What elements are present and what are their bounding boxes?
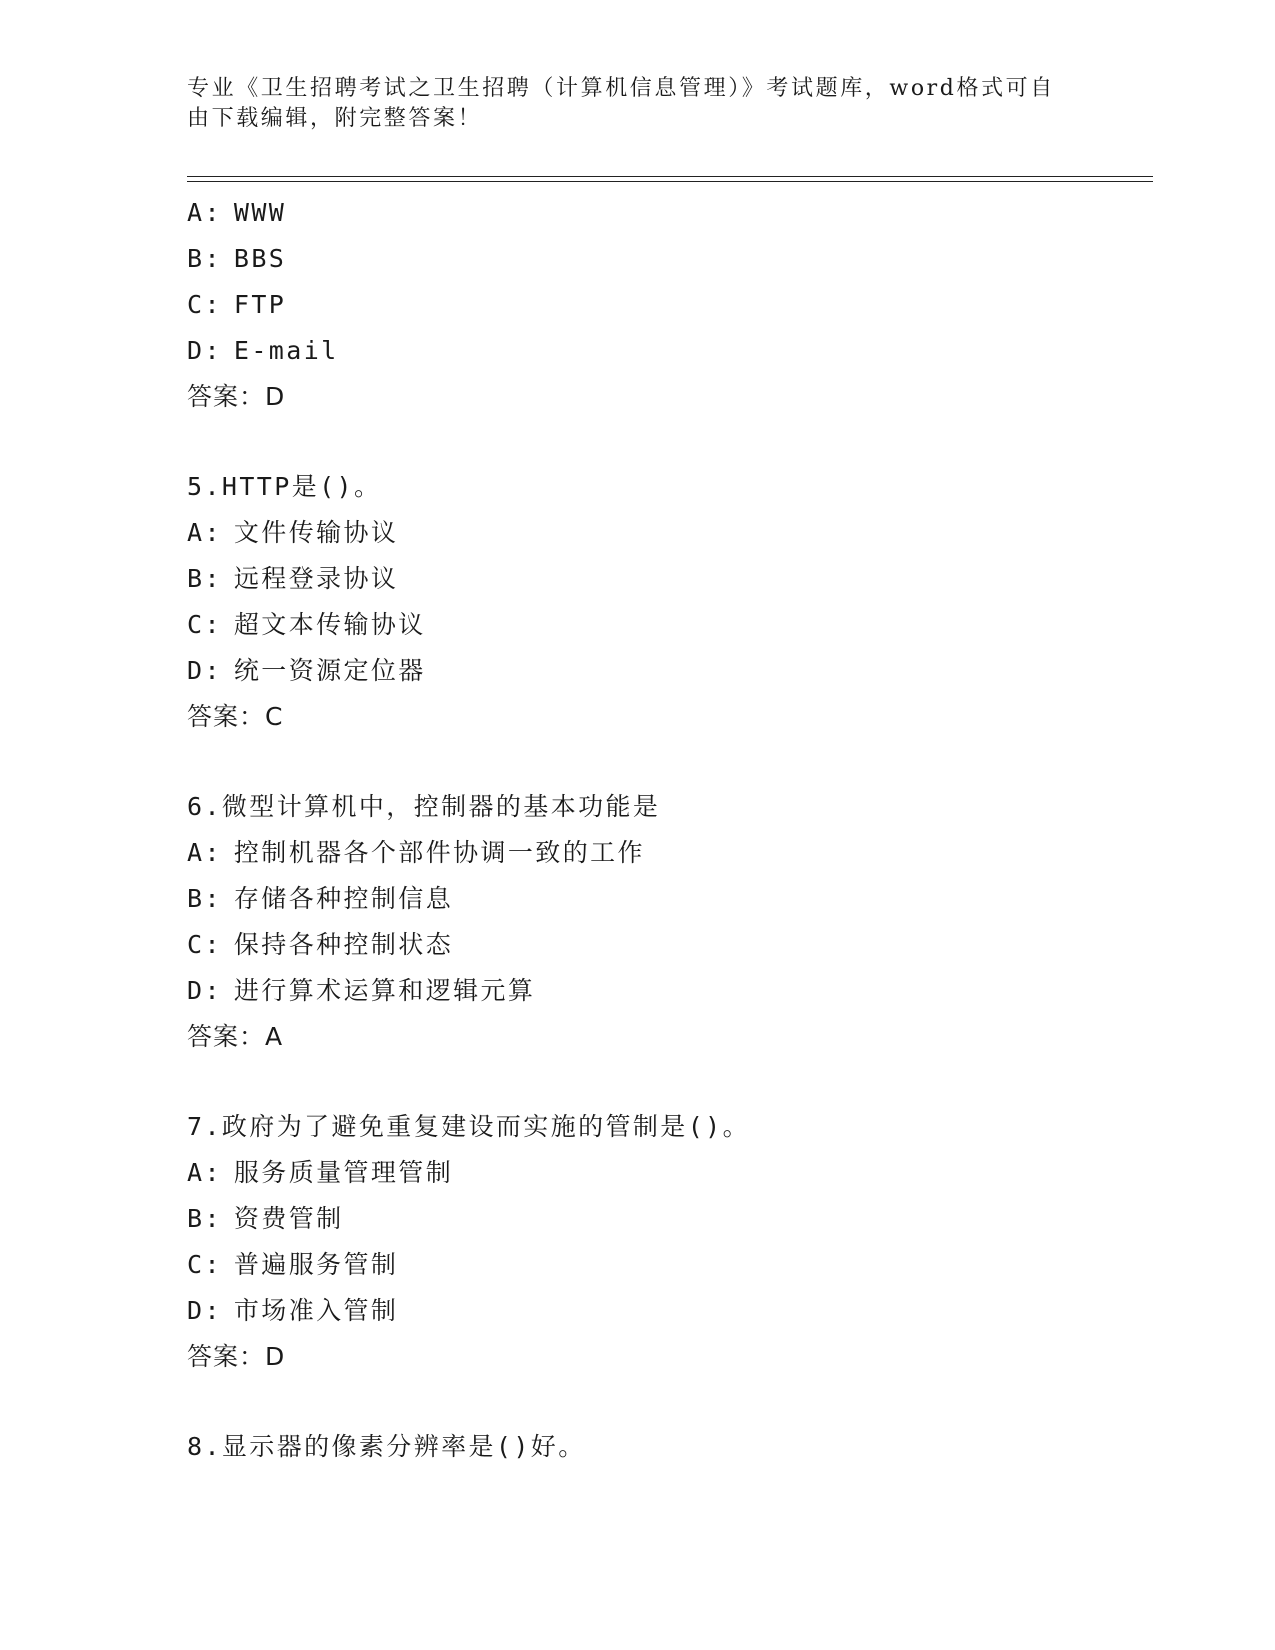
option-a (187, 1150, 1147, 1196)
question-text: 6.微型计算机中，控制器的基本功能是 (187, 792, 661, 821)
answer-line: 答案：D (187, 382, 286, 411)
option-text: FTP (233, 290, 287, 319)
option-c (187, 602, 1147, 648)
option-text: 超文本传输协议 (233, 610, 426, 639)
option-text: E-mail (233, 336, 339, 365)
option-a (187, 510, 1147, 556)
question-block (187, 784, 1147, 1060)
question-text: 7.政府为了避免重复建设而实施的管制是()。 (187, 1112, 751, 1141)
option-key: A: (187, 838, 222, 867)
option-text: 进行算术运算和逻辑元算 (233, 976, 536, 1005)
option-key: D: (187, 656, 222, 685)
option-text: 统一资源定位器 (233, 656, 426, 685)
option-text: 资费管制 (233, 1204, 344, 1233)
option-d (187, 1288, 1147, 1334)
option-key: B: (187, 564, 222, 593)
option-key: D: (187, 1296, 222, 1325)
question-text: 8.显示器的像素分辨率是()好。 (187, 1432, 586, 1461)
option-text: 保持各种控制状态 (233, 930, 454, 959)
option-key: A: (187, 1158, 222, 1187)
option-key: B: (187, 884, 222, 913)
option-text: 市场准入管制 (233, 1296, 399, 1325)
option-text: BBS (233, 244, 287, 273)
option-d (187, 648, 1147, 694)
option-text: WWW (233, 198, 287, 227)
document-header (187, 74, 1087, 134)
option-text: 服务质量管理管制 (233, 1158, 454, 1187)
option-c (187, 922, 1147, 968)
option-text: 普遍服务管制 (233, 1250, 399, 1279)
option-c (187, 282, 1147, 328)
option-text: 控制机器各个部件协调一致的工作 (233, 838, 645, 867)
header-line-2: 由下载编辑，附完整答案！ (187, 106, 483, 131)
option-key: B: (187, 244, 222, 273)
option-key: C: (187, 610, 222, 639)
header-divider-bottom (187, 181, 1153, 182)
option-d (187, 968, 1147, 1014)
question-block (187, 1424, 1147, 1470)
option-a (187, 190, 1147, 236)
answer-line: 答案：D (187, 1342, 286, 1371)
option-key: D: (187, 976, 222, 1005)
option-key: C: (187, 1250, 222, 1279)
answer-line: 答案：C (187, 702, 284, 731)
option-key: D: (187, 336, 222, 365)
question-block (187, 464, 1147, 740)
option-text: 远程登录协议 (233, 564, 399, 593)
option-key: B: (187, 1204, 222, 1233)
question-block (187, 1104, 1147, 1380)
option-b (187, 236, 1147, 282)
question-list (187, 190, 1147, 1470)
option-key: A: (187, 198, 222, 227)
option-c (187, 1242, 1147, 1288)
question-text: 5.HTTP是()。 (187, 472, 382, 501)
option-text: 存储各种控制信息 (233, 884, 454, 913)
option-b (187, 876, 1147, 922)
option-key: A: (187, 518, 222, 547)
option-key: C: (187, 290, 222, 319)
header-line-1: 专业《卫生招聘考试之卫生招聘（计算机信息管理）》考试题库，word格式可自 (187, 76, 1055, 101)
option-b (187, 556, 1147, 602)
option-text: 文件传输协议 (233, 518, 399, 547)
option-d (187, 328, 1147, 374)
option-b (187, 1196, 1147, 1242)
question-block (187, 190, 1147, 420)
header-divider-top (187, 176, 1153, 177)
option-a (187, 830, 1147, 876)
option-key: C: (187, 930, 222, 959)
answer-line: 答案：A (187, 1022, 284, 1051)
